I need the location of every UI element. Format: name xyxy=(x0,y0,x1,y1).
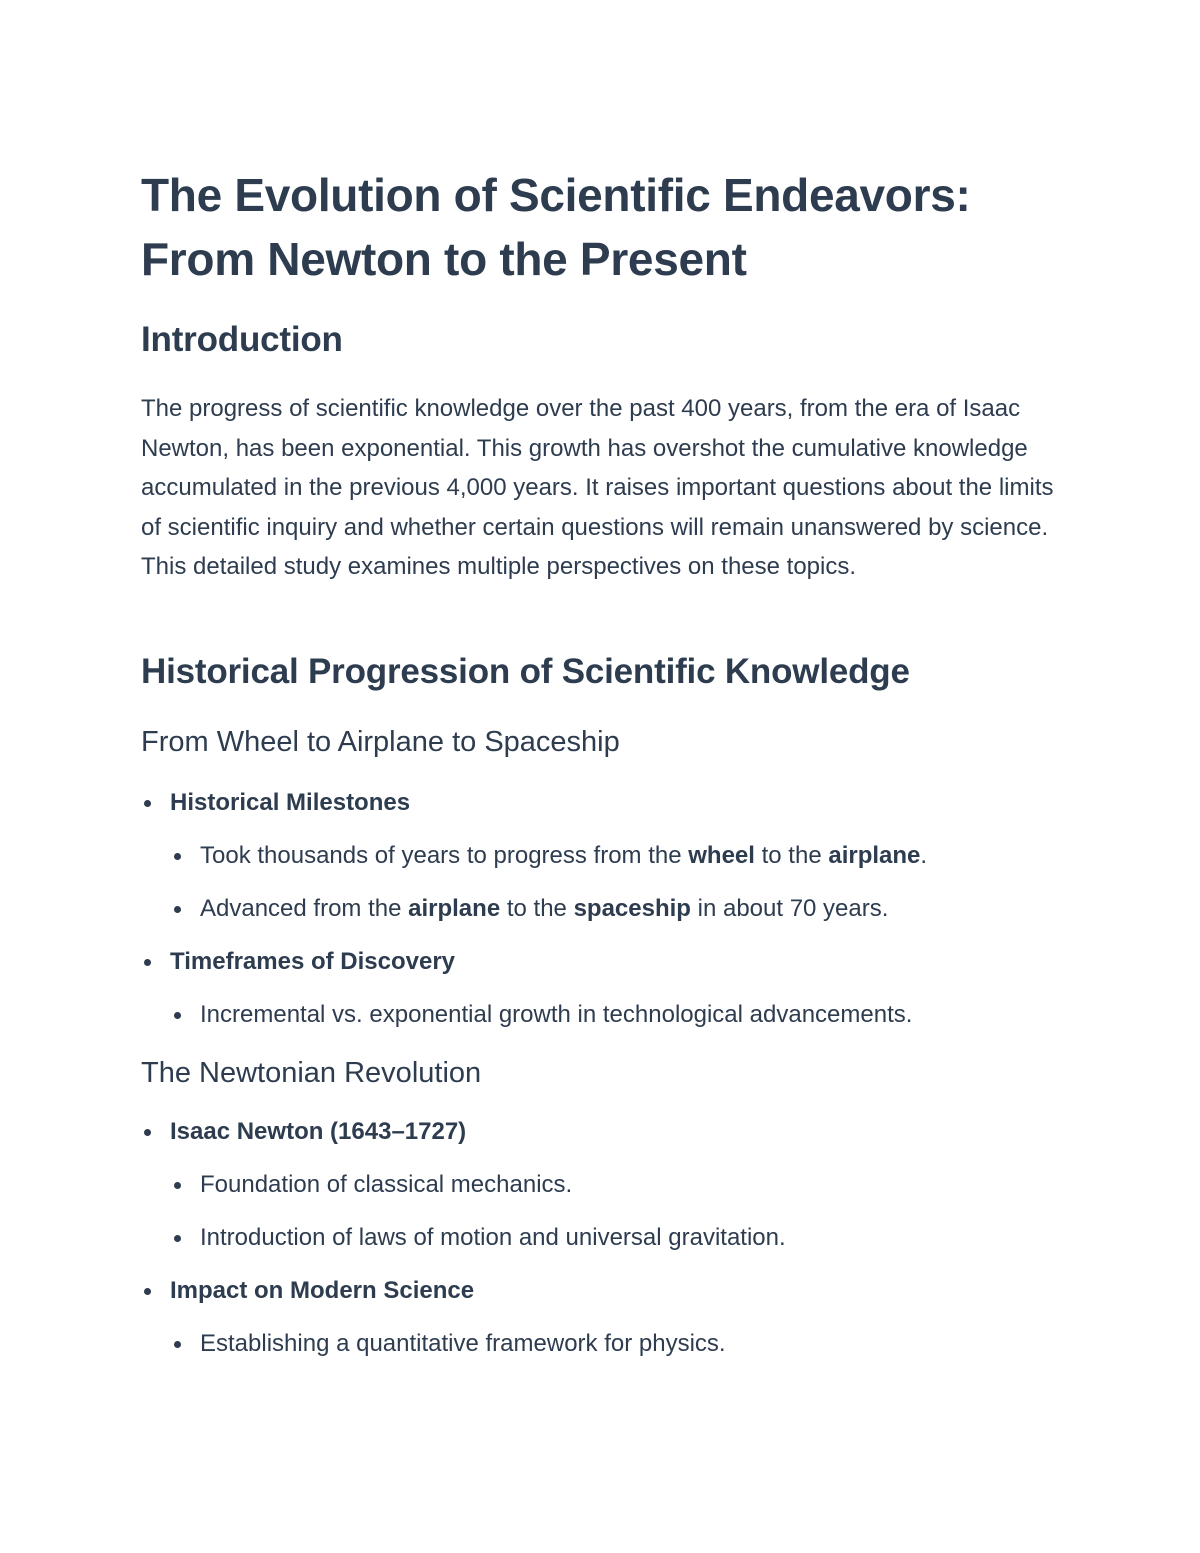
emphasis-airplane: airplane xyxy=(408,895,501,922)
list-item-isaac-newton: Isaac Newton (1643–1727) xyxy=(170,1118,467,1145)
list-item-milestone-1: Took thousands of years to progress from the wheel to the airplane. xyxy=(200,842,928,869)
bullet-icon xyxy=(144,959,151,966)
list-item-impact: Impact on Modern Science xyxy=(170,1277,475,1304)
bullet-icon xyxy=(144,1129,151,1136)
bullet-icon xyxy=(174,1182,181,1189)
bullet-icon xyxy=(174,1341,181,1348)
emphasis-airplane: airplane xyxy=(828,842,921,869)
list-item-timeframes: Timeframes of Discovery xyxy=(170,948,456,975)
wheel-section-heading: From Wheel to Airplane to Spaceship xyxy=(141,726,620,758)
list-item-timeframes-1: Incremental vs. exponential growth in technological advancements. xyxy=(200,1001,913,1028)
list-item-milestone-2: Advanced from the airplane to the spaceship in about 70 years. xyxy=(200,895,889,922)
document-title xyxy=(141,163,971,291)
emphasis-wheel: wheel xyxy=(688,842,755,869)
list-item-impact-1: Establishing a quantitative framework for physics. xyxy=(200,1330,726,1357)
bullet-icon xyxy=(174,1012,181,1019)
list-item-historical-milestones: Historical Milestones xyxy=(170,789,411,816)
historical-heading: Historical Progression of Scientific Knowledge xyxy=(141,652,910,691)
list-item-newton-1: Foundation of classical mechanics. xyxy=(200,1171,573,1198)
list-item-newton-2: Introduction of laws of motion and universal gravitation. xyxy=(200,1224,786,1251)
emphasis-spaceship: spaceship xyxy=(573,895,691,922)
introduction-paragraph: The progress of scientific knowledge over the past 400 years, from the era of Isaac Newton, has been exponential. This growth has overshot the cumulative knowledge accumulated in the previous 4,000 years. It raises important questions about the limits of scientific inquiry and whether certain questions will remain unanswered by science. This detailed study examines multiple perspectives on these topics. xyxy=(141,395,1054,581)
bullet-icon xyxy=(144,800,151,807)
bullet-icon xyxy=(174,853,181,860)
bullet-icon xyxy=(174,906,181,913)
title-line-2: From Newton to the Present xyxy=(141,233,747,285)
newton-section-heading: The Newtonian Revolution xyxy=(141,1057,482,1089)
bullet-icon xyxy=(174,1235,181,1242)
title-line-1: The Evolution of Scientific Endeavors: xyxy=(141,169,971,221)
bullet-icon xyxy=(144,1288,151,1295)
introduction-heading: Introduction xyxy=(141,320,343,359)
